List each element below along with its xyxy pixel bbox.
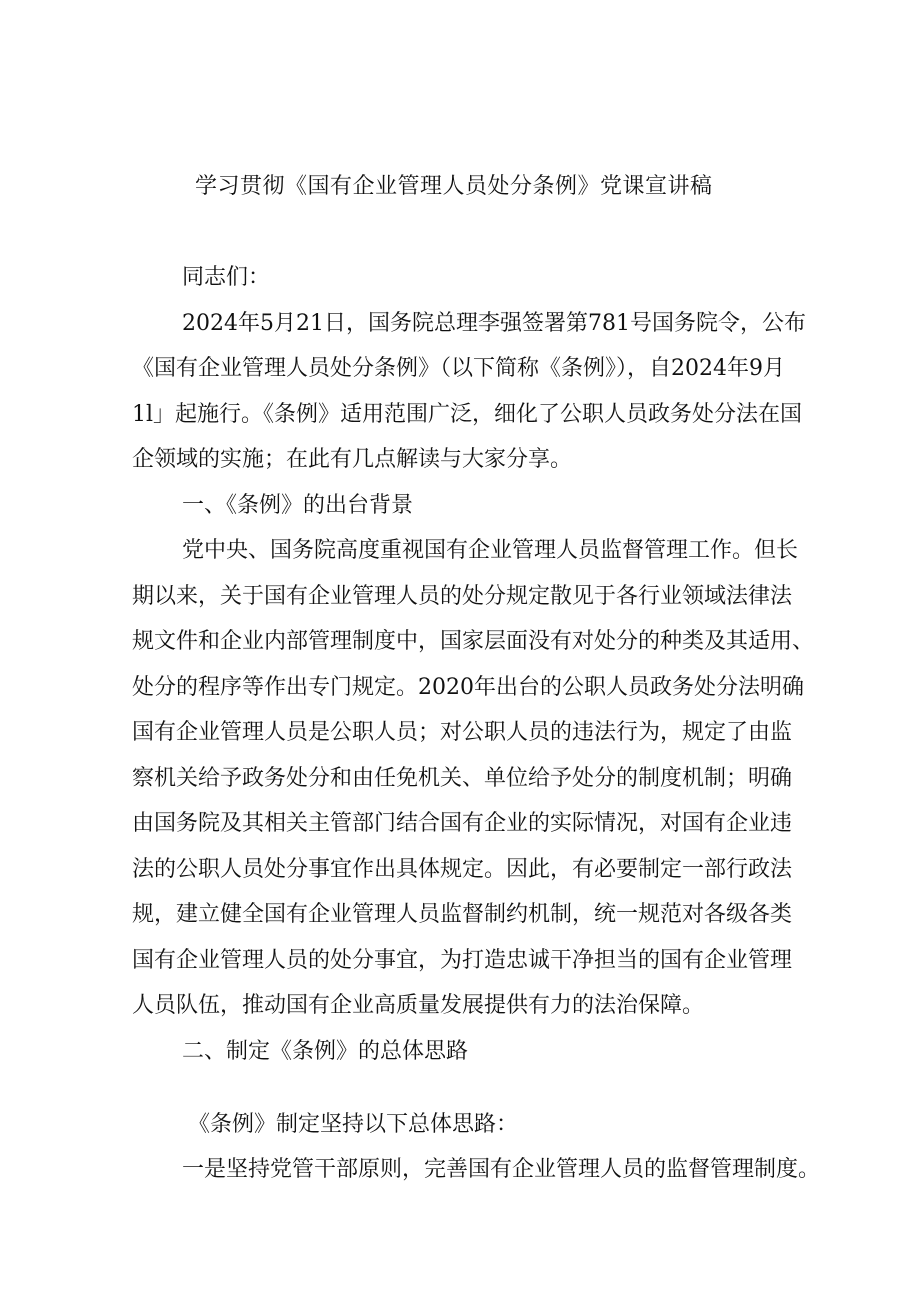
salutation: 同志们： (182, 265, 271, 290)
paragraph-line: 企领域的实施；在此有几点解读与大家分享。 (132, 447, 573, 472)
document-title: 学习贯彻《国有企业管理人员处分条例》党课宣讲稿 (195, 174, 713, 199)
section-heading: 二、制定《条例》的总体思路 (182, 1039, 469, 1064)
paragraph-line: 党中央、国务院高度重视国有企业管理人员监督管理工作。但长 (182, 538, 799, 563)
paragraph-line: 2024年5月21日，国务院总理李强签署第781号国务院令，公布 (182, 311, 806, 336)
paragraph-line: 规文件和企业内部管理制度中，国家层面没有对处分的种类及其适用、 (132, 629, 815, 654)
section-heading: 一、《条例》的出台背景 (182, 493, 414, 518)
paragraph-line: 国有企业管理人员是公职人员；对公职人员的违法行为，规定了由监 (132, 720, 793, 745)
paragraph-line: 处分的程序等作出专门规定。2020年出台的公职人员政务处分法明确 (132, 675, 804, 700)
paragraph-line: 期以来，关于国有企业管理人员的处分规定散见于各行业领域法律法 (132, 584, 793, 609)
paragraph-line: 1l」起施行。《条例》适用范围广泛，细化了公职人员政务处分法在国 (132, 402, 803, 427)
paragraph-line: 察机关给予政务处分和由任免机关、单位给予处分的制度机制；明确 (132, 766, 793, 791)
paragraph-line: 法的公职人员处分事宜作出具体规定。因此，有必要制定一部行政法 (132, 857, 793, 882)
paragraph-line: 《条例》制定坚持以下总体思路： (188, 1112, 519, 1137)
paragraph-line: 《国有企业管理人员处分条例》（以下简称《条例》），自2024年9月 (132, 356, 785, 381)
paragraph-line: 由国务院及其相关主管部门结合国有企业的实际情况，对国有企业违 (132, 811, 793, 836)
paragraph-line: 国有企业管理人员的处分事宜，为打造忠诚干净担当的国有企业管理 (132, 948, 793, 973)
paragraph-line: 人员队伍，推动国有企业高质量发展提供有力的法治保障。 (132, 993, 705, 1018)
paragraph-line: 一是坚持党管干部原则，完善国有企业管理人员的监督管理制度。 (182, 1157, 821, 1182)
paragraph-line: 规，建立健全国有企业管理人员监督制约机制，统一规范对各级各类 (132, 902, 793, 927)
